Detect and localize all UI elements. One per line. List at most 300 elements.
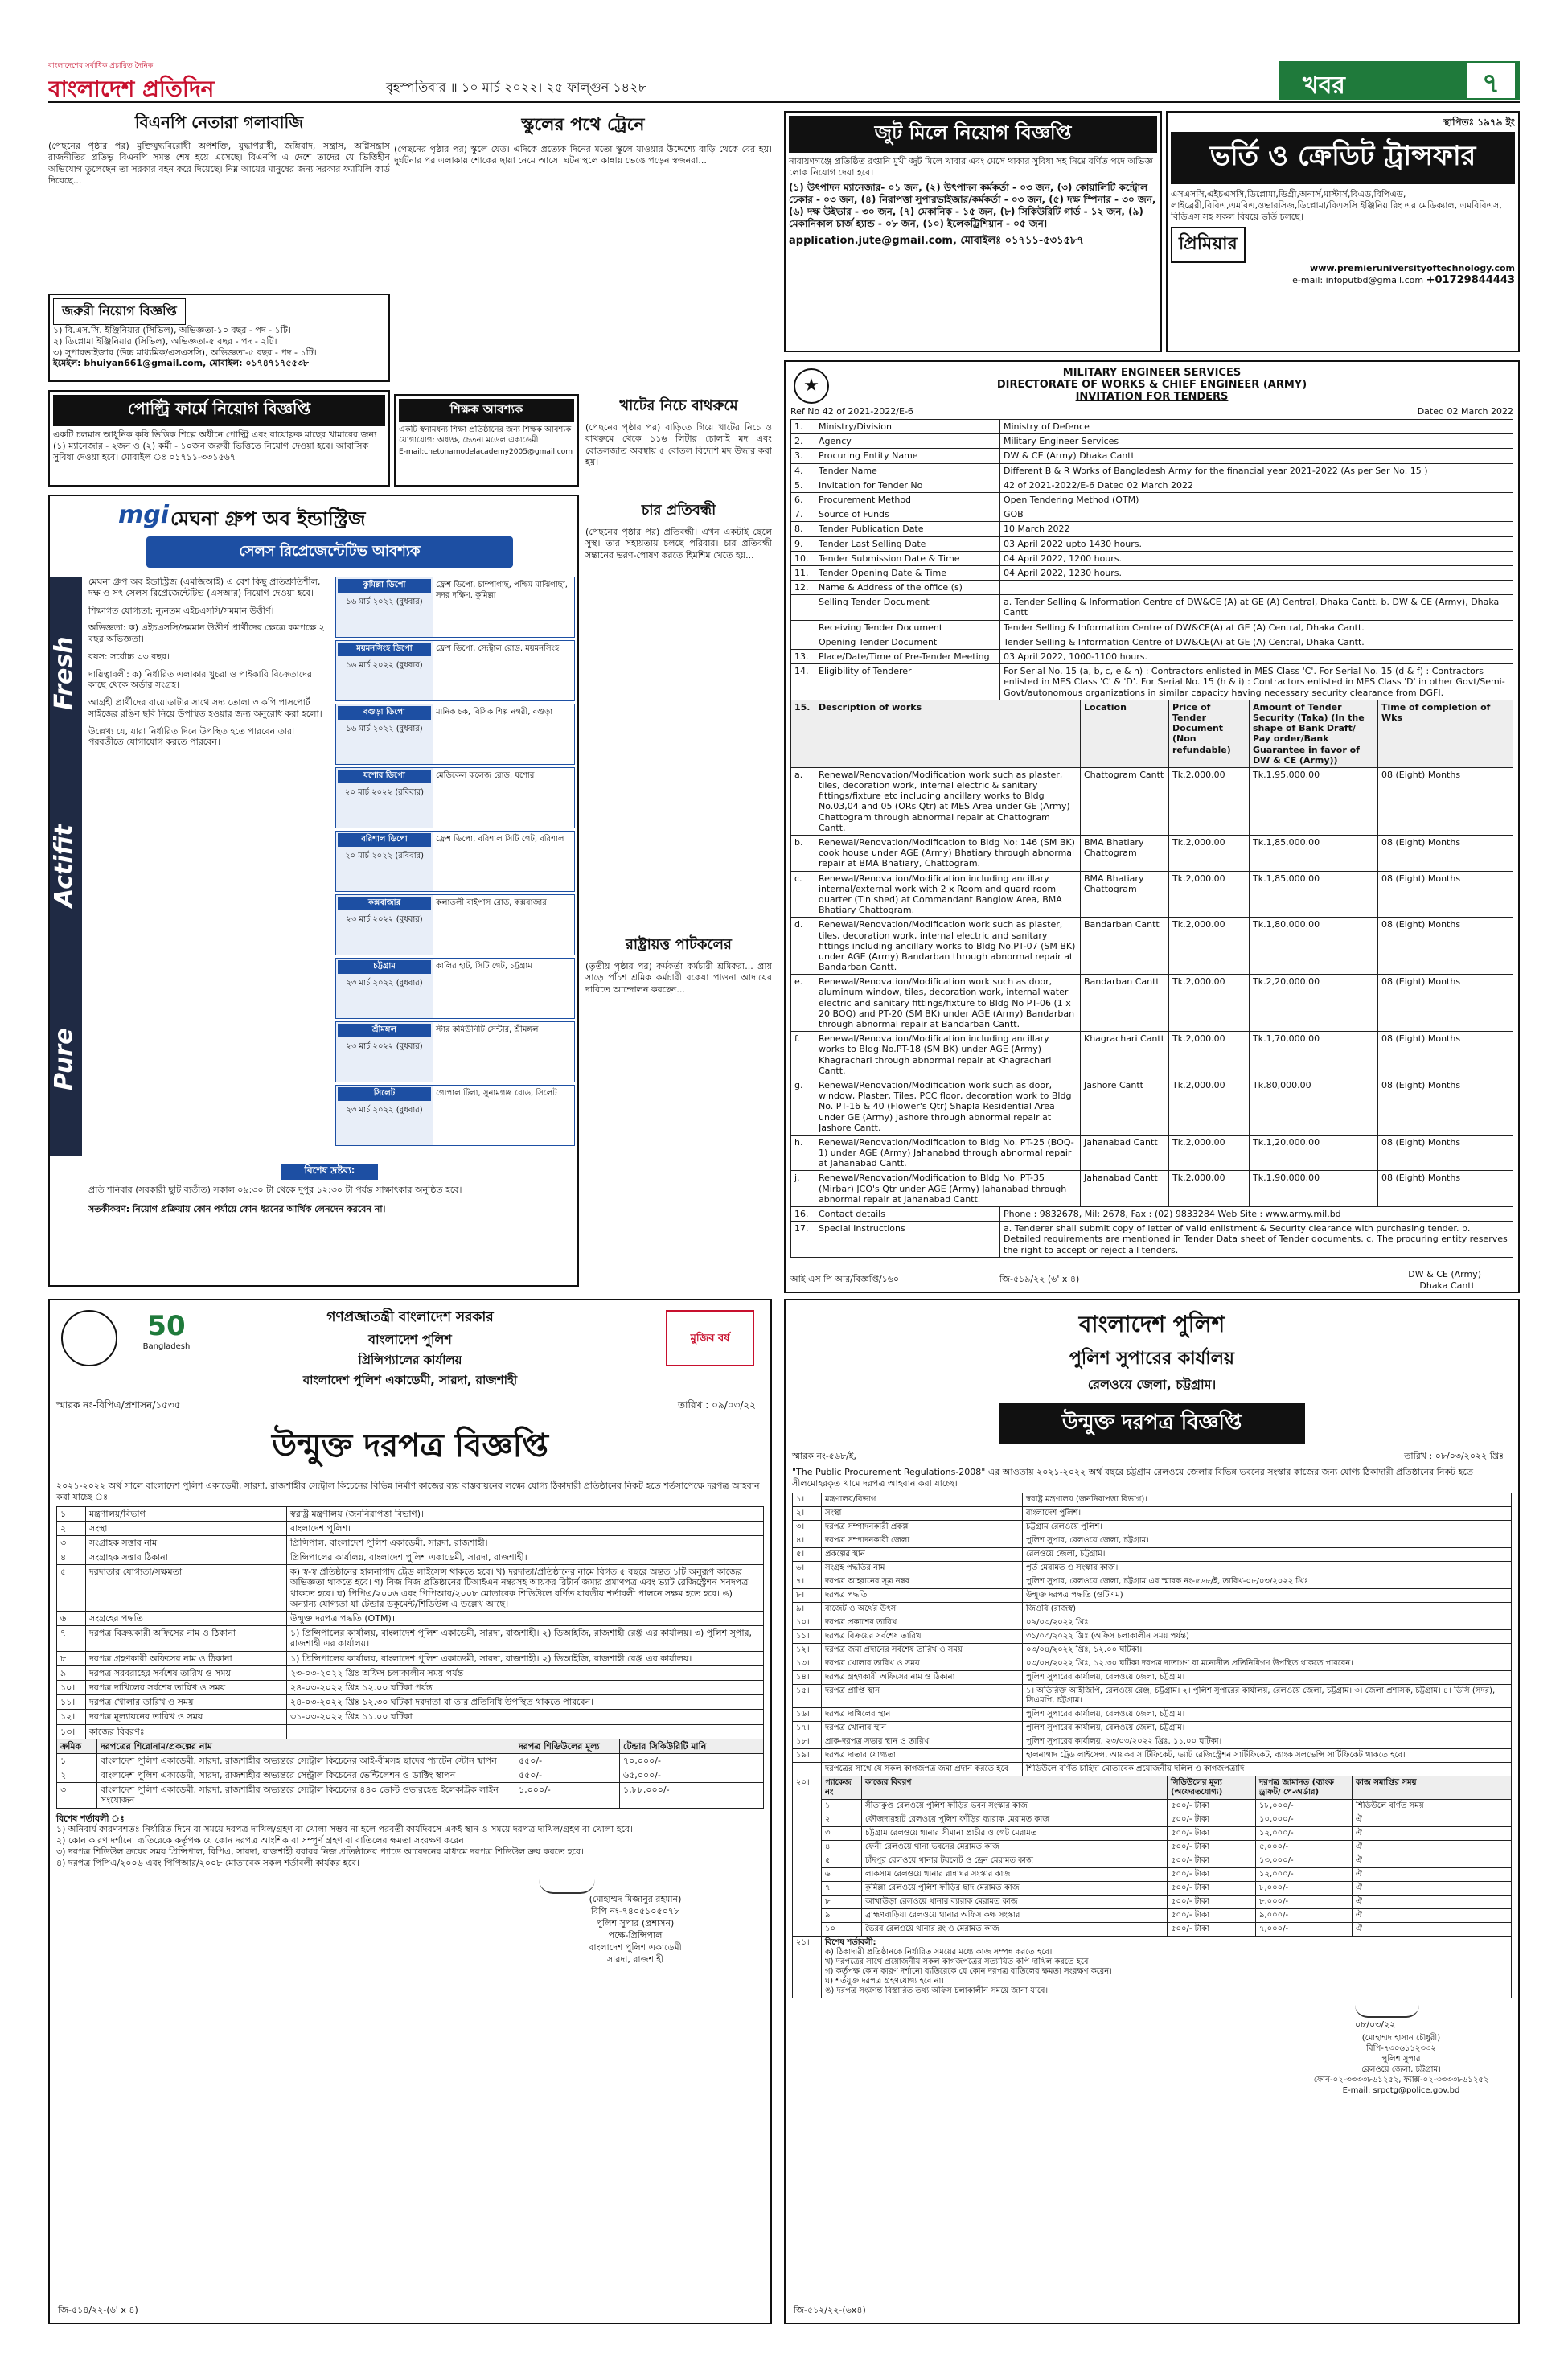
value-cell: পুলিশ সুপারের কার্যালয়, রেলওয়ে জেলা, চট্টগ্রাম।: [1023, 1707, 1512, 1721]
serial-cell: 4.: [791, 463, 815, 478]
column-header: Time of completion of Wks: [1378, 700, 1513, 767]
table-row: [791, 871, 1513, 918]
serial-cell: ২।: [57, 1521, 86, 1535]
badge-country: Bangladesh: [142, 1342, 191, 1351]
ref-line: [790, 406, 1513, 419]
table-row: [793, 1826, 1512, 1840]
table-row: [793, 1840, 1512, 1854]
table-row: [57, 1550, 764, 1565]
time-cell: ঐ: [1353, 1840, 1512, 1854]
field-cell: Procuring Entity Name: [815, 449, 1000, 463]
serial-cell: [791, 595, 815, 620]
value-cell: ক) স্ব-স্ব প্রতিষ্ঠানের হালনাগাদ ট্রেড লাইসেন্স থাকতে হবে। খ) দরদাতা/প্রতিষ্ঠানের নামে বিগত ৫ বছরে অন্তত ১টি অনুরূপ কাজের অভিজ্ঞতা থাকতে হবে। গ) নিজ নিজ প্রতিষ্ঠানের টিআইএন নম্বরসহ আয়কর রিটার্ন জমার প্রমাণপত্র এবং ভ্যাট রেজিস্ট্রেশন সনদপত্র থাকতে হবে। ঘ) পিপিএ/২০০৬ এবং পিপিআর/২০০৮ মোতাবেক শিডিউলে বর্ণিত যাবতীয় শর্তাবলী পালনে সক্ষম হতে হবে। ঙ) অন্যান্য যোগ্যতা যা টেন্ডার ডকুমেন্ট/শিডিউল এ উল্লেখ আছে।: [287, 1565, 764, 1612]
security-cell: Tk.1,80,000.00: [1250, 918, 1378, 975]
serial-cell: h.: [791, 1135, 815, 1171]
table-row: [57, 1695, 764, 1710]
table-row: [57, 1783, 764, 1808]
serial-cell: ৬।: [57, 1612, 86, 1626]
description-cell: চাঁদপুর রেলওয়ে থানার টয়লেট ও ড্রেন মেরামত কাজ: [862, 1854, 1168, 1867]
price-cell: ৫০০/- টাকা: [1168, 1826, 1256, 1840]
serial-cell: 2.: [791, 434, 815, 449]
table-row: [793, 1670, 1512, 1684]
table-row: [791, 478, 1513, 492]
serial-cell: g.: [791, 1078, 815, 1135]
gov-line: গণপ্রজাতন্ত্রী বাংলাদেশ সরকার: [326, 1309, 494, 1325]
table-row: [57, 1535, 764, 1550]
logo-text: বাংলাদেশ প্রতিদিন: [48, 76, 215, 102]
table-row: [793, 1735, 1512, 1748]
serial-cell: ৪।: [57, 1550, 86, 1565]
ad-title: পোল্ট্রি ফার্মে নিয়োগ বিজ্ঞপ্তি: [53, 395, 385, 426]
value-cell: 10 March 2022: [1000, 522, 1513, 536]
table-row: [791, 595, 1513, 620]
value-cell: প্রিন্সিপালের কার্যালয়, বাংলাদেশ পুলিশ একাডেমী, সারদা, রাজশাহী।: [287, 1550, 764, 1565]
serial-cell: 14.: [791, 664, 815, 700]
location-cell: BMA Bhatiary Chattogram: [1081, 871, 1169, 918]
ad-contact: application.jute@gmail.com, মোবাইলঃ ০১৭১১-৫৩১৫৮৭: [789, 234, 1084, 247]
column-header: Price of Tender Document (Non refundable): [1169, 700, 1250, 767]
time-cell: ঐ: [1353, 1854, 1512, 1867]
serial-cell: ১৪।: [793, 1670, 822, 1684]
venue-place: ফ্রেশ ডিপো, বরিশাল সিটি গেট, বরিশাল: [436, 835, 564, 844]
value-cell: [287, 1724, 764, 1739]
header-3: INVITATION FOR TENDERS: [1075, 391, 1229, 403]
package-cell: ৩: [822, 1826, 862, 1840]
venue-date: ২৩ মার্চ ২০২২ (বুধবার): [346, 1106, 423, 1115]
serial-cell: 3.: [791, 449, 815, 463]
sig-line: পুলিশ সুপার: [1381, 2054, 1421, 2064]
serial-cell: e.: [791, 975, 815, 1032]
time-cell: 08 (Eight) Months: [1378, 1171, 1513, 1207]
price-cell: Tk.2,000.00: [1169, 1135, 1250, 1171]
railway-info-table: [792, 1493, 1512, 1776]
package-cell: ৭: [822, 1881, 862, 1895]
memo-date: তারিখ : ০৯/০৩/২২: [678, 1399, 756, 1411]
serial-cell: ২০।: [793, 1776, 822, 1936]
field-cell: মন্ত্রণালয়/বিভাগ: [822, 1493, 1023, 1506]
value-cell: Ministry of Defence: [1000, 420, 1513, 434]
serial-cell: ৯।: [793, 1602, 822, 1616]
field-cell: দরপত্র খোলার তারিখ ও সময়: [86, 1695, 287, 1710]
time-cell: 08 (Eight) Months: [1378, 767, 1513, 835]
serial-cell: ১৬।: [793, 1707, 822, 1721]
ad-teacher: [394, 394, 579, 487]
table-row: [57, 1521, 764, 1535]
field-cell: দরপত্র সরবরাহের সর্বশেষ তারিখ ও সময়: [86, 1665, 287, 1680]
news-school: [394, 111, 772, 388]
time-cell: শিডিউলে বর্ণিত সময়: [1353, 1799, 1512, 1813]
since: স্থাপিতঃ ১৯৭৯ ইং: [1443, 117, 1515, 128]
meghna-left-text: [88, 577, 330, 754]
email: [1171, 274, 1515, 287]
sig-line: বাংলাদেশ পুলিশ একাডেমী: [589, 1941, 682, 1953]
army-signature: [790, 1263, 1513, 1293]
phone: +01729844443: [1426, 274, 1515, 286]
value-cell: জিওবি (রাজস্ব): [1023, 1602, 1512, 1616]
anniversary-logo-icon: [130, 1310, 203, 1366]
venue-date: ২৩ মার্চ ২০২২ (বুধবার): [346, 915, 423, 924]
value-cell: Open Tendering Method (OTM): [1000, 492, 1513, 507]
title-cell: বাংলাদেশ পুলিশ একাডেমী, সারদা, রাজশাহীর অভ্যন্তরে সেন্ট্রাল কিচেনের ৪৪০ ভোল্ট ওভারহেড ইলেকট্রিক লাইন সংযোজন: [97, 1783, 515, 1808]
article-body: (পেছনের পৃষ্ঠার পর) স্কুলে যেত। এদিকে প্রত্যেক দিনের মতো স্কুলে যাওয়ার উদ্দেশ্যে বাড়ি থেকে বের হয়। দুর্ঘটনার পর এলাকায় শোকের ছায়া নেমে আসে। ঘটনাস্থলে কান্নায় ভেঙে পড়েন স্বজনরা...: [394, 144, 772, 166]
serial-cell: ১৮।: [793, 1735, 822, 1748]
location-cell: Jahanabad Cantt: [1081, 1171, 1169, 1207]
description-cell: কুমিল্লা রেলওয়ে পুলিশ ফাঁড়ির ছাদ মেরামত কাজ: [862, 1881, 1168, 1895]
requirement: বয়স: সর্বোচ্চ ৩৩ বছর।: [88, 651, 170, 662]
notice-title: উন্মুক্ত দরপত্র বিজ্ঞপ্তি: [1061, 1411, 1242, 1435]
value-cell: ১) প্রিন্সিপালের কার্যালয়, বাংলাদেশ পুলিশ একাডেমী, সারদা, রাজশাহী। ২) ডিআইজি, রাজশাহী রেঞ্জ এর কার্যালয়। ৩) পুলিশ সুপার, রাজশাহী এর কার্যালয়।: [287, 1626, 764, 1651]
description-cell: Renewal/Renovation/Modification to Bldg No: 146 (SM BK) cook house under AGE (Army) Bhatiary through abnormal repair at BMA Bhatiary, Chattogram.: [815, 836, 1081, 872]
price-cell: Tk.2,000.00: [1169, 1032, 1250, 1078]
time-cell: 08 (Eight) Months: [1378, 918, 1513, 975]
description-cell: ফেনী রেলওয়ে থানা ভবনের মেরামত কাজ: [862, 1840, 1168, 1854]
table-row: [793, 1588, 1512, 1602]
security-cell: ৯,০০০/-: [1256, 1908, 1353, 1922]
column-header: দরপত্র জামানত (ব্যাংক ড্রাফট/ পে-অর্ডার): [1256, 1776, 1353, 1799]
table-row: [791, 1171, 1513, 1207]
field-cell: মন্ত্রণালয়/বিভাগ: [86, 1506, 287, 1521]
table-row: [793, 1936, 1512, 1998]
article-body: (পেছনের পৃষ্ঠার পর) প্রতিবন্ধী। এখন একটাই ছেলে সুস্থ। তার সহায়তায় চলছে পরিবার। চার প্রতিবন্ধী সন্তানের ভরণ-পোষণ করতে হিমশিম খেতে হয়...: [585, 527, 772, 561]
table-header-row: [793, 1776, 1512, 1799]
table-row: [791, 420, 1513, 434]
table-row: [791, 449, 1513, 463]
serial-cell: 17.: [791, 1222, 815, 1258]
time-cell: 08 (Eight) Months: [1378, 1078, 1513, 1135]
serial-cell: ৩।: [57, 1535, 86, 1550]
brand-actifit: Actifit: [50, 824, 78, 908]
time-cell: ঐ: [1353, 1908, 1512, 1922]
security-cell: Tk.1,85,000.00: [1250, 836, 1378, 872]
table-row: [793, 1547, 1512, 1561]
venue-office: কক্সবাজার: [338, 897, 431, 910]
serial-cell: ২।: [57, 1768, 97, 1783]
ad-title: শিক্ষক আবশ্যক: [399, 399, 574, 422]
email-text: e-mail: infoputbd@gmail.com: [1292, 275, 1424, 285]
value-cell: Tender Selling & Information Centre of DW&CE(A) at GE (A) Central, Dhaka Cantt.: [1000, 635, 1513, 649]
field-cell: Selling Tender Document: [815, 595, 1000, 620]
location-cell: Khagrachari Cantt: [1081, 1032, 1169, 1078]
package-cell: ১০: [822, 1922, 862, 1936]
field-cell: দরপত্র সম্পাদনকারী প্রকল্প: [822, 1520, 1023, 1534]
special-term: ক) ঠিকাদারী প্রতিষ্ঠানকে নির্ধারিত সময়ের মধ্যে কাজ সম্পন্ন করতে হবে।: [825, 1947, 1053, 1957]
ad-meghna-group: [48, 495, 579, 1287]
table-row: [791, 565, 1513, 580]
time-cell: ঐ: [1353, 1813, 1512, 1826]
security-cell: Tk.1,90,000.00: [1250, 1171, 1378, 1207]
price-cell: ৫০০/- টাকা: [1168, 1799, 1256, 1813]
serial-cell: ১১।: [57, 1695, 86, 1710]
table-row: [793, 1684, 1512, 1707]
memo-date: তারিখ : ০৮/০৩/২০২২ খ্রিঃ: [1404, 1451, 1504, 1461]
time-cell: ঐ: [1353, 1895, 1512, 1908]
security-cell: ১০,০০০/-: [1256, 1813, 1353, 1826]
price-cell: ৫৫০/-: [515, 1768, 620, 1783]
location-cell: Bandarban Cantt: [1081, 975, 1169, 1032]
table-row: [791, 620, 1513, 635]
field-cell: দরপত্র দাখিলের স্থান: [822, 1707, 1023, 1721]
serial-cell: ৮।: [57, 1651, 86, 1665]
security-cell: ৬৫,০০০/-: [620, 1768, 764, 1783]
package-cell: ৯: [822, 1908, 862, 1922]
security-cell: ১৮,০০০/-: [1256, 1799, 1353, 1813]
value-cell: 04 April 2022, 1200 hours.: [1000, 551, 1513, 565]
term: ৪) দরপত্র পিপিএ/২০০৬ এবং পিপিআর/২০০৮ মোতাবেক সকল শর্তাবলী কার্যকর হবে।: [56, 1857, 360, 1868]
description-cell: Renewal/Renovation/Modification work such as door, window, Plaster, Tiles, PCC floor, decoration work to Bldg No. PT-16 & 40 (Flower's Qtr) Shapla Residential Area under GE (Army) Jashore through abnormal repair at Jashore Cantt.: [815, 1078, 1081, 1135]
ad-jute-mill: [784, 111, 1162, 352]
venue-row: [335, 894, 575, 955]
value-cell: ১) প্রিন্সিপালের কার্যালয়, বাংলাদেশ পুলিশ একাডেমী, সারদা, রাজশাহী। ২) ডিআইজি, রাজশাহী রেঞ্জ এর কার্যালয়।: [287, 1651, 764, 1665]
value-cell: স্বরাষ্ট্র মন্ত্রণালয় (জননিরাপত্তা বিভাগ)।: [1023, 1493, 1512, 1506]
section-name: খবর: [1303, 72, 1345, 100]
address-line: বাংলাদেশ পুলিশ একাডেমী, সারদা, রাজশাহী: [302, 1373, 518, 1387]
brand-pure: Pure: [50, 1028, 78, 1090]
serial-cell: ১০।: [57, 1680, 86, 1694]
table-header-row: [791, 700, 1513, 767]
package-cell: ১: [822, 1799, 862, 1813]
field-cell: প্রকল্পের স্থান: [822, 1547, 1023, 1561]
package-cell: ৪: [822, 1840, 862, 1854]
serial-cell: [791, 620, 815, 635]
field-cell: Tender Name: [815, 463, 1000, 478]
brand-fresh: Fresh: [50, 636, 78, 710]
venue-place: ফ্রেশ ডিপো, সেন্ট্রাল রোড, ময়মনসিংহ: [436, 644, 560, 653]
value-cell: পুলিশ সুপারের কার্যালয়, ২৩/০৩/২০২২ খ্রিঃ, ১১.০০ ঘটিকা।: [1023, 1735, 1512, 1748]
intro: মেঘনা গ্রুপ অব ইন্ডাস্ট্রিজ (এমজিআই) এ বেশ কিছু প্রতিশ্রুতিশীল, দক্ষ ও সৎ সেলস রিপ্রেজেন্টেটিভ (এসআর) নিয়োগ দেওয়া হবে।: [88, 577, 321, 598]
table-row: [791, 536, 1513, 551]
time-cell: ঐ: [1353, 1881, 1512, 1895]
serial-cell: [793, 1762, 822, 1776]
news-bnp: [48, 111, 390, 288]
news-jute-mill: [585, 933, 772, 1271]
value-cell: [1000, 581, 1513, 595]
sig-line: বিপি-৭৩০৬১১২৩৩২: [1366, 2043, 1436, 2053]
serial-cell: ৭।: [793, 1575, 822, 1588]
railway-works-table: [792, 1776, 1512, 1937]
serial-cell: ১৯।: [793, 1748, 822, 1762]
value-cell: বাংলাদেশ পুলিশ।: [1023, 1506, 1512, 1520]
serial-cell: 8.: [791, 522, 815, 536]
table-row: [791, 551, 1513, 565]
venue-date: ১৬ মার্চ ২০২২ (বুধবার): [346, 661, 423, 670]
venue-row: [335, 704, 575, 765]
serial-cell: ১০।: [793, 1616, 822, 1629]
sig-line: (মোহাম্মদ মিজানুর রহমান): [589, 1894, 682, 1905]
field-cell: দরদাতার যোগ্যতা/সক্ষমতা: [86, 1565, 287, 1612]
requirement: উল্লেখ্য যে, যারা নির্ধারিত দিনে উপস্থিত হতে পারবেন তারা পরবর্তীতে যোগাযোগ করতে পারবেন।: [88, 725, 295, 748]
value-cell: ০৩/০৪/২০২২ খ্রিঃ, ১২.০০ ঘটিকা।: [1023, 1643, 1512, 1657]
table-row: [57, 1724, 764, 1739]
location-cell: Jahanabad Cantt: [1081, 1135, 1169, 1171]
field-cell: দরপত্র খোলার স্থান: [822, 1721, 1023, 1735]
table-row: [57, 1768, 764, 1783]
notice-title: উন্মুক্ত দরপত্র বিজ্ঞপ্তি: [271, 1427, 548, 1464]
table-row: [793, 1657, 1512, 1670]
mujib-logo-icon: [666, 1310, 754, 1366]
table-row: [57, 1665, 764, 1680]
description-cell: সীতাকুণ্ড রেলওয়ে পুলিশ ফাঁড়ির ভবন সংস্কার কাজ: [862, 1799, 1168, 1813]
field-cell: দরপত্র দাখিলের সর্বশেষ তারিখ ও সময়: [86, 1680, 287, 1694]
serial-cell: ১৩।: [793, 1657, 822, 1670]
price-cell: Tk.2,000.00: [1169, 871, 1250, 918]
value-cell: পুলিশ সুপার, রেলওয়ে জেলা, চট্টগ্রাম এর স্মারক নং-৫৬৮/ই, তারিখ-০৮/০৩/২০২২ খ্রিঃ: [1023, 1575, 1512, 1588]
ad-code: জি-৫১২/২২-(৬x৪): [794, 2305, 866, 2316]
ad-urgent-job: [48, 294, 390, 382]
serial-cell: ৫।: [57, 1565, 86, 1612]
value-cell: ২৪-০৩-২০২২ খ্রিঃ ১২.০০ ঘটিকা পর্যন্ত: [287, 1680, 764, 1694]
field-cell: দরপত্র প্রকাশের তারিখ: [822, 1616, 1023, 1629]
page-number: ৭: [1467, 63, 1515, 98]
table-row: [57, 1626, 764, 1651]
signature-scribble-icon: [1355, 2005, 1419, 2018]
security-cell: Tk.1,85,000.00: [1250, 871, 1378, 918]
security-cell: Tk.1,70,000.00: [1250, 1032, 1378, 1078]
venue-office-cell: [336, 577, 433, 637]
org-line: বাংলাদেশ পুলিশ: [1078, 1311, 1225, 1337]
venue-office-cell: [336, 768, 433, 828]
field-cell: Invitation for Tender No: [815, 478, 1000, 492]
table-row: [791, 1032, 1513, 1078]
security-cell: ৭,০০০/-: [1256, 1922, 1353, 1936]
table-row: [793, 1561, 1512, 1575]
value-cell: For Serial No. 15 (a, b, c, e & h) : Contractors enlisted in MES Class 'C'. For Serial No. 15 (d & f) : Contractors enlisted in MES Class 'C' & 'D'. For Serial No. 15 (h & i) : Contractors enlisted in MES Class 'D' in other Govt/Semi-Govt/autonomous organizations in similar capacity having necessary security clearance from DGFI.: [1000, 664, 1513, 700]
serial-cell: 11.: [791, 565, 815, 580]
field-cell: Procurement Method: [815, 492, 1000, 507]
price-cell: Tk.2,000.00: [1169, 975, 1250, 1032]
venue-office: কুমিল্লা ডিপো: [338, 579, 431, 593]
field-cell: সংগ্রহ পদ্ধতির নাম: [822, 1561, 1023, 1575]
field-cell: Tender Opening Date & Time: [815, 565, 1000, 580]
value-cell: 42 of 2021-2022/E-6 Dated 02 March 2022: [1000, 478, 1513, 492]
field-cell: সংগ্রহের পদ্ধতি: [86, 1612, 287, 1626]
table-row: [793, 1813, 1512, 1826]
column-header: কাজের বিবরণ: [862, 1776, 1168, 1799]
field-cell: দরপত্র আহ্বানের সূত্র নম্বর: [822, 1575, 1023, 1588]
security-cell: Tk.80,000.00: [1250, 1078, 1378, 1135]
column-header: Location: [1081, 700, 1169, 767]
serial-cell: 10.: [791, 551, 815, 565]
field-cell: Agency: [815, 434, 1000, 449]
serial-cell: c.: [791, 871, 815, 918]
column-header: প্যাকেজ নং: [822, 1776, 862, 1799]
ad-poultry: [48, 390, 390, 487]
table-row: [793, 1721, 1512, 1735]
special-term: ঘ) শর্তযুক্ত দরপত্র গ্রহণযোগ্য হবে না।: [825, 1976, 944, 1986]
table-row: [793, 1762, 1512, 1776]
ad-item: ২) ডিপ্লোমা ইঞ্জিনিয়ার (সিভিল), অভিজ্ঞতা-৫ বছর - পদ - ২টি।: [53, 335, 277, 347]
interview-time: প্রতি শনিবার (সরকারী ছুটি ব্যতীত) সকাল ০৯:৩০ টা থেকে দুপুর ১২:৩০ টা পর্যন্ত সাক্ষাৎকার অনুষ্ঠিত হবে।: [88, 1185, 462, 1195]
brand: প্রিমিয়ার: [1171, 227, 1246, 263]
ad-code: জি-৫১৪/২২-(৬' x ৪): [58, 2305, 138, 2316]
article-body: (পেছনের পৃষ্ঠার পর) মুক্তিযুদ্ধবিরোধী অপশক্তি, যুদ্ধাপরাধী, জঙ্গিবাদ, সন্ত্রাস, অগ্নিসন্ত্রাস রাজনীতির প্রতিভূ বিএনপি সমস্ত শেষ হয়ে এসেছে। বিএনপি এ দেশে তাদের যে ভিত্তিহীন অভিযোগ তুলেছেন তা সরকার বহন করে দিয়েছে। নিম্ন আয়ের মানুষের জন্য সরকার ফ্যামিলি কার্ড দিয়েছে...: [48, 141, 390, 186]
venue-office-cell: [336, 832, 433, 891]
field-cell: দরপত্র জমা প্রদানের সর্বশেষ তারিখ ও সময়: [822, 1643, 1023, 1657]
venue-office-cell: [336, 1022, 433, 1082]
venue-office-cell: [336, 895, 433, 955]
special-term: খ) দরপত্রের সাথে প্রয়োজনীয় সকল কাগজপত্রের সত্যায়িত কপি দাখিল করতে হবে।: [825, 1957, 1091, 1966]
serial-cell: ৭।: [57, 1626, 86, 1651]
value-cell: Military Engineer Services: [1000, 434, 1513, 449]
field-cell: Name & Address of the office (s): [815, 581, 1000, 595]
code-mid: জি-৫১৯/২২ (৬' x ৪): [999, 1273, 1080, 1284]
tender-railway-police: [784, 1299, 1520, 2324]
sig-line: সারদা, রাজশাহী: [606, 1953, 664, 1965]
serial-cell: f.: [791, 1032, 815, 1078]
sig-line: ফোন-০২-৩৩৩৩৮৬১২৫২, ফ্যাক্স-০২-৩৩৩৩৮৬১২৫২: [1313, 2075, 1489, 2084]
special-label: বিশেষ দ্রষ্টব্য:: [281, 1164, 378, 1180]
table-row: [791, 581, 1513, 595]
venue-place: গোপাল টিলা, সুনামগঞ্জ রোড, সিলেট: [436, 1089, 557, 1098]
office-line: প্রিন্সিপ্যালের কার্যালয়: [358, 1353, 462, 1367]
ad-title: ভর্তি ও ক্রেডিট ট্রান্সফার: [1171, 132, 1515, 184]
venue-place: কলাতলী বাইপাস রোড, কক্সবাজার: [436, 898, 547, 907]
package-cell: ৮: [822, 1895, 862, 1908]
serial-cell: ১।: [57, 1506, 86, 1521]
table-row: [791, 492, 1513, 507]
ad-body: একটি চলমান আধুনিক কৃষি ভিত্তিক শিল্পে অধীনে পোল্ট্রি এবং বায়োফ্লক মাছের খামারের জন্য (১) ম্যানেজার - ২জন ও (২) কর্মী - ১০জন জরুরী ভিত্তিতে নিয়োগ দেওয়া হবে। আবাসিক সুবিধা দেওয়া হবে। মোবাইল ঃ ০১৭১১-৩৩১৫৬৭: [53, 429, 377, 462]
time-cell: 08 (Eight) Months: [1378, 1032, 1513, 1078]
table-row: [793, 1799, 1512, 1813]
venue-row: [335, 1021, 575, 1082]
price-cell: Tk.2,000.00: [1169, 1171, 1250, 1207]
serial-cell: j.: [791, 1171, 815, 1207]
table-row: [791, 650, 1513, 664]
table-row: [793, 1602, 1512, 1616]
security-cell: ১৩,০০০/-: [1256, 1854, 1353, 1867]
field-cell: Tender Publication Date: [815, 522, 1000, 536]
sig-line: পক্ষে-প্রিন্সিপাল: [608, 1929, 663, 1941]
ad-posts: (১) উৎপাদন ম্যানেজার- ০১ জন, (২) উৎপাদন কর্মকর্তা - ০৩ জন, (৩) কোয়ালিটি কন্ট্রোল চেকার - ০৩ জন, (৪) নিরাপত্তা সুপারভাইজার/কর্মকর্তা - ০৩ জন, (৫) দক্ষ স্পিনার - ৩০ জন, (৬) দক্ষ উইভার - ৩০ জন, (৭) মেকানিক - ১৫ জন, (৮) সিকিউরিটি গার্ড - ১২ জন, (৯) মেকানিকাল চার্জ হ্যান্ড - ০৮ জন, (১০) ইলেকট্রিশিয়ান - ০৫ জন।: [789, 181, 1156, 229]
newspaper-logo: [48, 60, 289, 103]
price-cell: ৫০০/- টাকা: [1168, 1840, 1256, 1854]
column-header: Amount of Tender Security (Taka) (In the shape of Bank Draft/ Pay order/Bank Guarantee in favor of DW & CE (Army)): [1250, 700, 1378, 767]
price-cell: ৫০০/- টাকা: [1168, 1908, 1256, 1922]
time-cell: ঐ: [1353, 1922, 1512, 1936]
serial-cell: a.: [791, 767, 815, 835]
field-cell: দরপত্র দাতার যোগ্যতা: [822, 1748, 1023, 1762]
special-title: বিশেষ শর্তাবলী:: [825, 1937, 876, 1947]
table-row: [791, 975, 1513, 1032]
serial-cell: ২।: [793, 1506, 822, 1520]
value-cell: চট্টগ্রাম রেলওয়ে পুলিশ।: [1023, 1520, 1512, 1534]
value-cell: 03 April 2022 upto 1430 hours.: [1000, 536, 1513, 551]
term: ৩) দরপত্র শিডিউল ক্রয়ের সময় প্রিন্সিপাল, বিপিএ, সারদা, রাজশাহী বরাবর নিজ প্রতিষ্ঠানের প্যাডে আবেদনের মাধ্যমে দরপত্র শিডিউল ক্রয় করতে হবে।: [56, 1846, 585, 1857]
price-cell: Tk.2,000.00: [1169, 767, 1250, 835]
field-cell: সংস্থা: [822, 1506, 1023, 1520]
table-header-row: [57, 1739, 764, 1753]
price-cell: Tk.2,000.00: [1169, 1078, 1250, 1135]
price-cell: ৫০০/- টাকা: [1168, 1867, 1256, 1881]
serial-cell: 7.: [791, 507, 815, 522]
police-emblem-icon: [61, 1310, 117, 1366]
location-cell: Chattogram Cantt: [1081, 767, 1169, 835]
package-cell: ২: [822, 1813, 862, 1826]
serial-cell: ১৫।: [793, 1684, 822, 1707]
value-cell: a. Tenderer shall submit copy of letter of valid enlistment & Security clearance with purchasing tender. b. Detailed requirements are mentioned in Tender Data sheet of Tender documents. c. The procuring entity reserves the right to accept or reject all tenders.: [1000, 1222, 1513, 1258]
headline: চার প্রতিবন্ধী: [641, 502, 716, 519]
field-cell: দরপত্র পদ্ধতি: [822, 1588, 1023, 1602]
table-row: [793, 1575, 1512, 1588]
ad-contact: ইমেইল: bhuiyan661@gmail.com, মোবাইল: ০১৭৪৭১৭৫৫৩৮: [53, 358, 309, 369]
requirement: অভিজ্ঞতা: ক) এইচএসসি/সমমান উত্তীর্ণ প্রার্থীদের ক্ষেত্রে কমপক্ষে ২ বছর অভিজ্ঞতা।: [88, 622, 325, 644]
venue-place: মানিক চক, বিসিক শিল্প নগরী, বগুড়া: [436, 708, 553, 717]
serial-cell: ১৭।: [793, 1721, 822, 1735]
code-left: আই এস পি আর/বিজ্ঞপ্তি/১৬০: [790, 1273, 900, 1284]
article-body: (পেছনের পৃষ্ঠার পর) বাড়িতে গিয়ে খাটের নিচে ও বাথরুমে থেকে ১১৬ লিটার চোলাই মদ এবং বোতলজাত অবস্থায় ৫ বোতল বিদেশি মদ উদ্ধার করা হয়।: [585, 422, 772, 467]
sarda-works-table: [56, 1739, 764, 1809]
serial-cell: [791, 635, 815, 649]
serial-cell: ৬।: [793, 1561, 822, 1575]
